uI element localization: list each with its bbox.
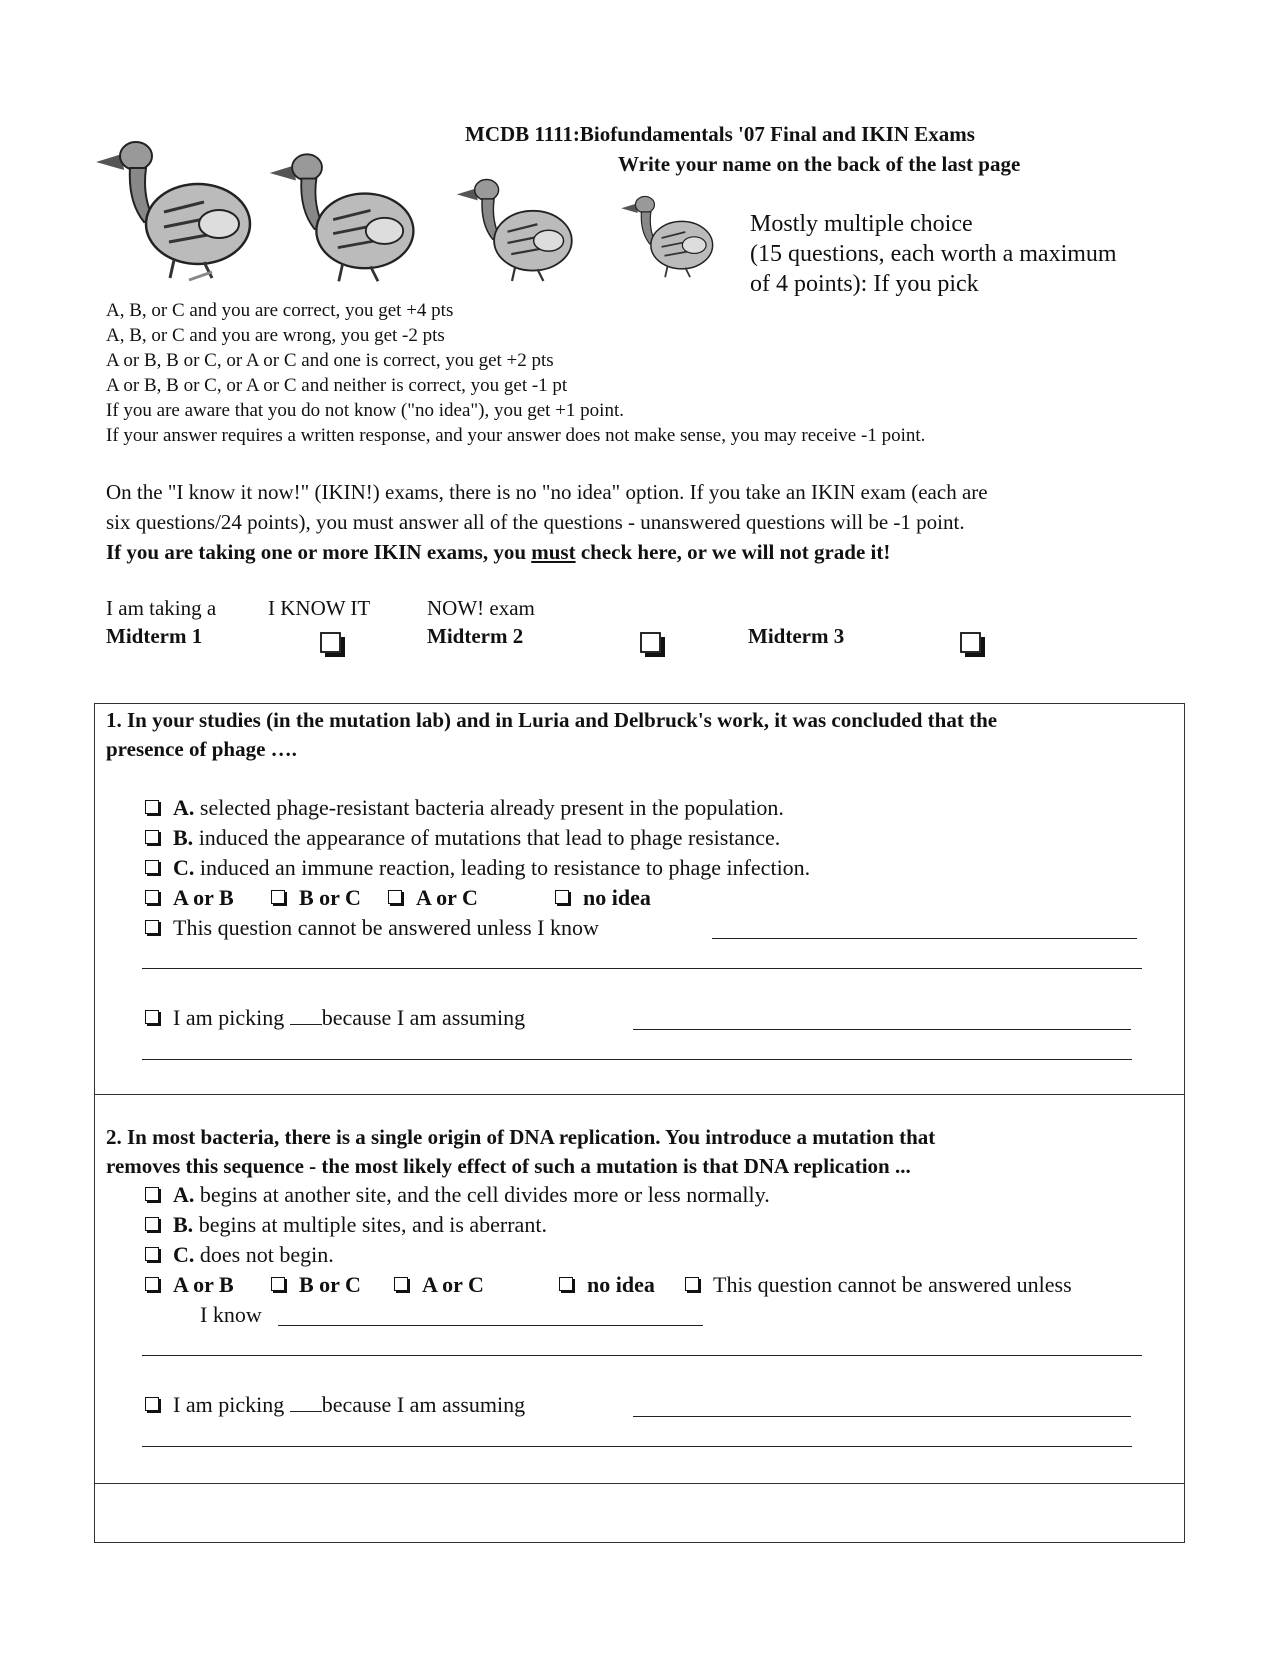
midterm-1-checkbox[interactable] [320,632,346,658]
checkbox-icon[interactable] [559,1277,573,1291]
mechanical-duck-illustration [455,172,575,284]
checkbox-icon[interactable] [271,890,285,904]
checkbox-icon[interactable] [145,920,159,934]
q1-option-a-or-c[interactable]: A or C [388,885,478,911]
checkbox-icon[interactable] [394,1277,408,1291]
scoring-rule: A or B, B or C, or A or C and neither is correct, you get -1 pt [106,375,568,396]
checkbox-icon[interactable] [145,1277,159,1291]
answer-line[interactable] [712,938,1137,939]
checkbox-icon[interactable] [145,830,159,844]
mc-line: of 4 points): If you pick [750,271,979,297]
midterm-3-label: Midterm 3 [748,624,845,648]
q2-option-a-or-c[interactable]: A or C [394,1272,484,1298]
answer-line[interactable] [142,1059,1132,1060]
q1-option-a-or-b[interactable]: A or B [145,885,234,911]
question-2-stem: removes this sequence - the most likely effect of such a mutation is that DNA replication ... [106,1154,911,1178]
answer-line[interactable] [633,1029,1131,1030]
q1-option-cannot-answer[interactable]: This question cannot be answered unless I know [145,915,599,941]
checkbox-icon[interactable] [145,1217,159,1231]
question-2-stem: 2. In most bacteria, there is a single origin of DNA replication. You introduce a mutation that [106,1125,936,1149]
answer-line[interactable] [633,1416,1131,1417]
question-1-stem: 1. In your studies (in the mutation lab) and in Luria and Delbruck's work, it was concluded that the [106,708,998,732]
answer-line[interactable] [278,1325,703,1326]
q2-option-b-or-c[interactable]: B or C [271,1272,361,1298]
scoring-rule: A or B, B or C, or A or C and one is correct, you get +2 pts [106,350,554,371]
q2-cannot-answer-continued: I know [200,1302,262,1327]
exam-title: MCDB 1111:Biofundamentals '07 Final and IKIN Exams [465,122,975,146]
ikin-select-label: I am taking a [106,596,217,620]
checkbox-icon[interactable] [145,1010,159,1024]
midterm-1-label: Midterm 1 [106,624,203,648]
checkbox-icon[interactable] [271,1277,285,1291]
mc-line: (15 questions, each worth a maximum [750,241,1117,267]
answer-line[interactable] [142,1446,1132,1447]
q2-option-a[interactable]: A. begins at another site, and the cell divides more or less normally. [145,1182,770,1208]
mechanical-duck-illustration [94,132,254,282]
checkbox-icon[interactable] [145,1247,159,1261]
mechanical-duck-illustration [265,145,420,285]
q1-option-a[interactable]: A. selected phage-resistant bacteria already present in the population. [145,795,784,821]
q1-option-c[interactable]: C. induced an immune reaction, leading to resistance to phage infection. [145,855,810,881]
q2-option-a-or-b[interactable]: A or B [145,1272,234,1298]
scoring-rule: A, B, or C and you are correct, you get +4 pts [106,300,454,321]
midterm-2-label: Midterm 2 [427,624,524,648]
checkbox-icon[interactable] [145,1187,159,1201]
checkbox-icon[interactable] [145,1397,159,1411]
midterm-3-checkbox[interactable] [960,632,986,658]
checkbox-icon[interactable] [145,890,159,904]
q2-option-picking[interactable]: I am picking because I am assuming [145,1392,525,1418]
scoring-rule: If you are aware that you do not know ("no idea"), you get +1 point. [106,400,624,421]
checkbox-icon[interactable] [145,800,159,814]
q1-option-picking[interactable]: I am picking because I am assuming [145,1005,525,1031]
exam-subtitle: Write your name on the back of the last page [618,152,1021,176]
question-1-stem: presence of phage …. [106,737,297,761]
q1-option-b[interactable]: B. induced the appearance of mutations that lead to phage resistance. [145,825,780,851]
checkbox-icon[interactable] [555,890,569,904]
q2-option-b[interactable]: B. begins at multiple sites, and is aberrant. [145,1212,547,1238]
q1-option-b-or-c[interactable]: B or C [271,885,361,911]
q2-option-no-idea[interactable]: no idea [559,1272,655,1298]
q2-option-c[interactable]: C. does not begin. [145,1242,334,1268]
mechanical-duck-illustration [620,190,715,280]
answer-line[interactable] [142,1355,1142,1356]
answer-line[interactable] [142,968,1142,969]
q2-option-cannot-answer[interactable]: This question cannot be answered unless [685,1272,1072,1298]
ikin-select-label: NOW! exam [427,596,535,620]
ikin-select-label: I KNOW IT [268,596,371,620]
question-3-box [94,1483,1185,1543]
ikin-text: six questions/24 points), you must answer all of the questions - unanswered questions will be -1 point. [106,510,965,534]
scoring-rule: If your answer requires a written response, and your answer does not make sense, you may receive -1 point. [106,425,926,446]
scoring-rule: A, B, or C and you are wrong, you get -2 pts [106,325,445,346]
checkbox-icon[interactable] [145,860,159,874]
checkbox-icon[interactable] [685,1277,699,1291]
mc-heading: Mostly multiple choice [750,211,973,237]
ikin-warning: If you are taking one or more IKIN exams, you must check here, or we will not grade it! [106,540,891,564]
checkbox-icon[interactable] [388,890,402,904]
midterm-2-checkbox[interactable] [640,632,666,658]
ikin-text: On the "I know it now!" (IKIN!) exams, there is no "no idea" option. If you take an IKIN exam (each are [106,480,988,504]
q1-option-no-idea[interactable]: no idea [555,885,651,911]
